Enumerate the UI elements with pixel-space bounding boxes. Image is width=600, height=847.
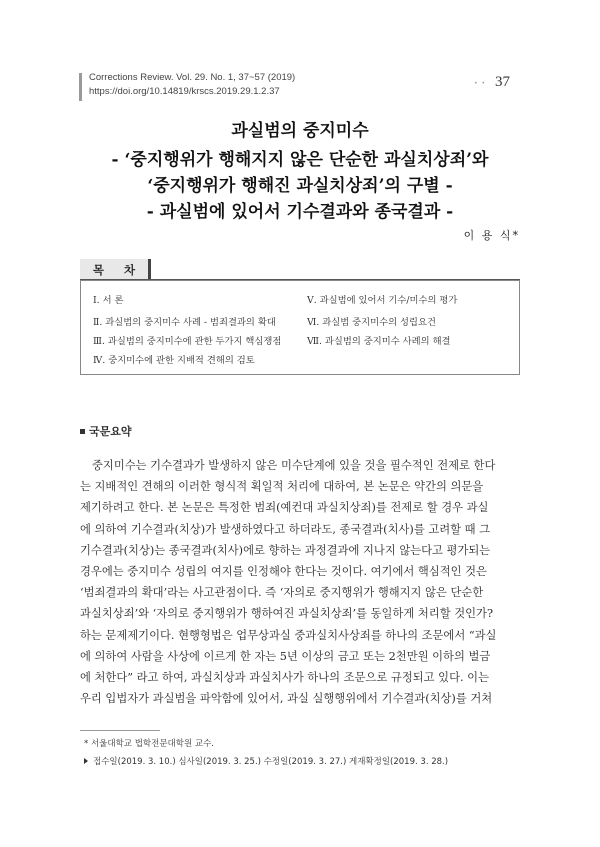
abstract-line: 하는 문제제기이다. 현행형법은 업무상과실 중과실치사상죄를 하나의 조문에서 “과실 bbox=[80, 628, 497, 642]
abstract-line: 제기하려고 한다. 본 논문은 특정한 범죄(예컨대 과실치상죄)를 전제로 할 경우 과실 bbox=[80, 501, 489, 515]
paper-title: 과실범의 중지미수 bbox=[231, 121, 369, 141]
toc-label-tab bbox=[80, 259, 151, 281]
abstract-line: 기수결과(치상)는 종국결과(치사)에로 향하는 과정결과에 지나지 않는다고 평가되는 bbox=[80, 543, 491, 557]
abstract-line: 중지미수는 기수결과가 발생하지 않은 미수단계에 있을 것을 필수적인 전제로 한다 bbox=[92, 459, 496, 472]
page-number-ornament: • • bbox=[474, 80, 486, 87]
paper-subtitle-line-3: - 과실범에 있어서 기수결과와 종국결과 - bbox=[146, 202, 454, 222]
paper-subtitle-line-2: ‘중지행위가 행해진 과실치상죄’의 구별 - bbox=[147, 176, 453, 196]
triangle-bullet-icon bbox=[84, 758, 88, 764]
journal-doi-link[interactable]: https://doi.org/10.14819/krscs.2019.29.1.2.37 bbox=[89, 86, 280, 97]
abstract-line: 에 의하여 기수결과(치상)가 발생하였다고 하더라도, 종국결과(치사)를 고려할 때 그 bbox=[80, 522, 491, 536]
page-number: 37 bbox=[495, 74, 510, 90]
toc-item[interactable]: Ⅴ. 과실범에 있어서 기수/미수의 평가 bbox=[307, 295, 458, 306]
journal-volume-line: Corrections Review. Vol. 29. No. 1, 37~57 (2019) bbox=[89, 72, 296, 83]
abstract-line: 는 지배적인 견해의 이러한 형식적 획일적 처리에 대하여, 본 논문은 약간의 의문을 bbox=[80, 480, 484, 494]
journal-citation bbox=[89, 71, 295, 99]
paper-subtitle-line-1: - ‘중지행위가 행해지지 않은 단순한 과실치상죄’와 bbox=[111, 150, 489, 170]
author-name: 이 용 식* bbox=[463, 229, 520, 242]
submission-dates-footnote bbox=[84, 755, 448, 767]
abstract-line: 경우에는 중지미수 성립의 여지를 인정해야 한다는 것이다. 여기에서 핵심적인 것은 bbox=[80, 564, 487, 578]
abstract-line: 에 의하여 사람을 사상에 이르게 한 자는 5년 이상의 금고 또는 2천만원 이하의 벌금 bbox=[80, 649, 491, 663]
author-affiliation-footnote: * 서울대학교 법학전문대학원 교수. bbox=[84, 739, 215, 749]
abstract-heading bbox=[80, 423, 132, 439]
toc-label: 목 차 bbox=[92, 263, 144, 277]
square-bullet-icon bbox=[80, 429, 85, 434]
toc-item[interactable]: Ⅳ. 중지미수에 관한 지배적 견해의 검토 bbox=[93, 355, 255, 366]
abstract-line: 과실치상죄’와 ‘자의로 중지행위가 행하여진 과실치상죄’를 동일하게 처리할 것인가? bbox=[80, 607, 494, 621]
abstract-body bbox=[80, 455, 520, 709]
toc-item[interactable]: Ⅵ. 과실범 중지미수의 성립요건 bbox=[307, 317, 436, 328]
submission-dates-text: 접수일(2019. 3. 10.) 심사일(2019. 3. 25.) 수정일(2019. 3. 27.) 게재확정일(2019. 3. 28.) bbox=[93, 757, 449, 767]
abstract-line: 에 처한다” 라고 하여, 과실치상과 과실치사가 하나의 조문으로 규정되고 있다. 이는 bbox=[80, 670, 489, 684]
toc-item[interactable]: Ⅶ. 과실범의 중지미수 사례의 해결 bbox=[307, 336, 451, 347]
abstract-line: 우리 입법자가 과실범을 파악함에 있어서, 과실 실행행위에서 기수결과(치상)를 거쳐 bbox=[80, 692, 493, 706]
toc-item[interactable]: Ⅲ. 과실범의 중지미수에 관한 두가지 핵심쟁점 bbox=[93, 336, 282, 347]
abstract-heading-label: 국문요약 bbox=[89, 425, 132, 438]
toc-item[interactable]: Ⅰ. 서 론 bbox=[93, 295, 124, 306]
toc-item[interactable]: Ⅱ. 과실범의 중지미수 사례 - 범죄결과의 확대 bbox=[93, 317, 276, 328]
journal-header-bar bbox=[79, 73, 82, 101]
abstract-line: ‘범죄결과의 확대’라는 사고관점이다. 즉 ‘자의로 중지행위가 행해지지 않은 단순한 bbox=[80, 586, 484, 600]
footnote-rule bbox=[80, 730, 160, 731]
